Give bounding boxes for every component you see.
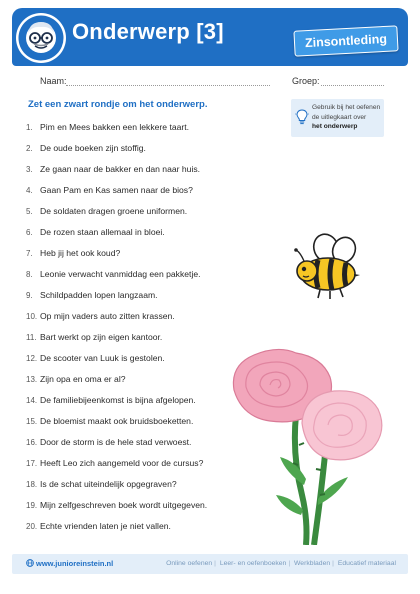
sentence-text[interactable]: De familiebijeenkomst is bijna afgelopen. [40, 395, 196, 405]
bee-illustration [292, 230, 362, 302]
group-field-line[interactable] [321, 85, 384, 86]
sentence-number: 18. [26, 480, 38, 489]
sentence-text[interactable]: Gaan Pam en Kas samen naar de bios? [40, 185, 193, 195]
site-link[interactable] [26, 559, 113, 568]
sentence-text[interactable]: De rozen staan allemaal in bloei. [40, 227, 165, 237]
instruction-text: Zet een zwart rondje om het onderwerp. [28, 99, 208, 110]
lightbulb-icon [295, 108, 309, 126]
sentence-text[interactable]: Schildpadden lopen langzaam. [40, 290, 158, 300]
sentence-number: 20. [26, 522, 38, 531]
sentence-item [26, 201, 276, 222]
sentence-text[interactable]: Zijn opa en oma er al? [40, 374, 126, 384]
header-bar [12, 8, 408, 66]
sentence-number: 15. [26, 417, 38, 426]
name-field-line[interactable] [66, 85, 270, 86]
sentence-number: 8. [26, 270, 33, 279]
footer-link-worksheets[interactable]: Werkbladen [294, 560, 331, 567]
sentence-text[interactable]: Op mijn vaders auto zitten krassen. [40, 311, 175, 321]
roses-illustration [226, 345, 400, 545]
sentence-text[interactable]: Door de storm is de hele stad verwoest. [40, 437, 192, 447]
sentence-item [26, 138, 276, 159]
name-label: Naam: [40, 76, 67, 86]
sentence-number: 19. [26, 501, 38, 510]
sentence-number: 12. [26, 354, 38, 363]
sentence-text[interactable]: Echte vrienden laten je niet vallen. [40, 521, 171, 531]
footer-link-online[interactable]: Online oefenen [166, 560, 213, 567]
sentence-text[interactable]: Heeft Leo zich aangemeld voor de cursus? [40, 458, 204, 468]
sentence-text[interactable]: Mijn zelfgeschreven boek wordt uitgegeven. [40, 500, 208, 510]
tip-text [312, 103, 384, 132]
sentence-number: 4. [26, 186, 33, 195]
divider: | [214, 560, 216, 567]
sentence-number: 2. [26, 144, 33, 153]
sentence-number: 3. [26, 165, 33, 174]
sentence-number: 1. [26, 123, 33, 132]
tip-box [291, 99, 384, 137]
tip-bold: het onderwerp [312, 123, 358, 130]
sentence-item [26, 180, 276, 201]
sentence-number: 9. [26, 291, 33, 300]
sentence-number: 14. [26, 396, 38, 405]
page-title: Onderwerp [3] [72, 19, 224, 44]
sentence-text[interactable]: De scooter van Luuk is gestolen. [40, 353, 165, 363]
sentence-text[interactable]: Ze gaan naar de bakker en dan naar huis. [40, 164, 201, 174]
sentence-text[interactable]: De soldaten dragen groene uniformen. [40, 206, 188, 216]
sentence-item [26, 264, 276, 285]
sentence-number: 5. [26, 207, 33, 216]
divider: | [288, 560, 291, 567]
sentence-number: 17. [26, 459, 38, 468]
sentence-number: 11. [26, 333, 37, 342]
sentence-item [26, 159, 276, 180]
footer-link-material[interactable]: Educatief materiaal [337, 560, 396, 567]
globe-icon [26, 559, 34, 567]
junior-einstein-logo [14, 11, 68, 65]
footer-bar [12, 554, 408, 574]
sentence-item [26, 243, 276, 264]
footer-link-books[interactable]: Leer- en oefenboeken [219, 560, 287, 567]
footer-links [166, 560, 396, 567]
sentence-text[interactable]: Bart werkt op zijn eigen kantoor. [40, 332, 163, 342]
divider: | [332, 560, 334, 567]
sentence-text[interactable]: De bloemist maakt ook bruidsboeketten. [40, 416, 194, 426]
sentence-number: 10. [26, 312, 38, 321]
sentence-number: 16. [26, 438, 38, 447]
sentence-item [26, 306, 276, 327]
sentence-text[interactable]: Pim en Mees bakken een lekkere taart. [40, 122, 190, 132]
sentence-text[interactable]: Is de schat uiteindelijk opgegraven? [40, 479, 177, 489]
group-label: Groep: [292, 76, 320, 86]
sentence-item [26, 222, 276, 243]
sentence-number: 6. [26, 228, 33, 237]
tip-line-1: Gebruik bij het oefenen [312, 104, 381, 111]
topic-tag: Zinsontleding [293, 25, 398, 56]
sentence-item [26, 117, 276, 138]
sentence-text[interactable]: Heb jij het ook koud? [40, 248, 121, 258]
sentence-item [26, 285, 276, 306]
site-url: www.junioreinstein.nl [36, 559, 114, 568]
sentence-text[interactable]: Leonie verwacht vanmiddag een pakketje. [40, 269, 201, 279]
sentence-number: 7. [26, 249, 33, 258]
sentence-text[interactable]: De oude boeken zijn stoffig. [40, 143, 146, 153]
tip-line-2: de uitlegkaart over [312, 113, 367, 121]
sentence-number: 13. [26, 375, 38, 384]
